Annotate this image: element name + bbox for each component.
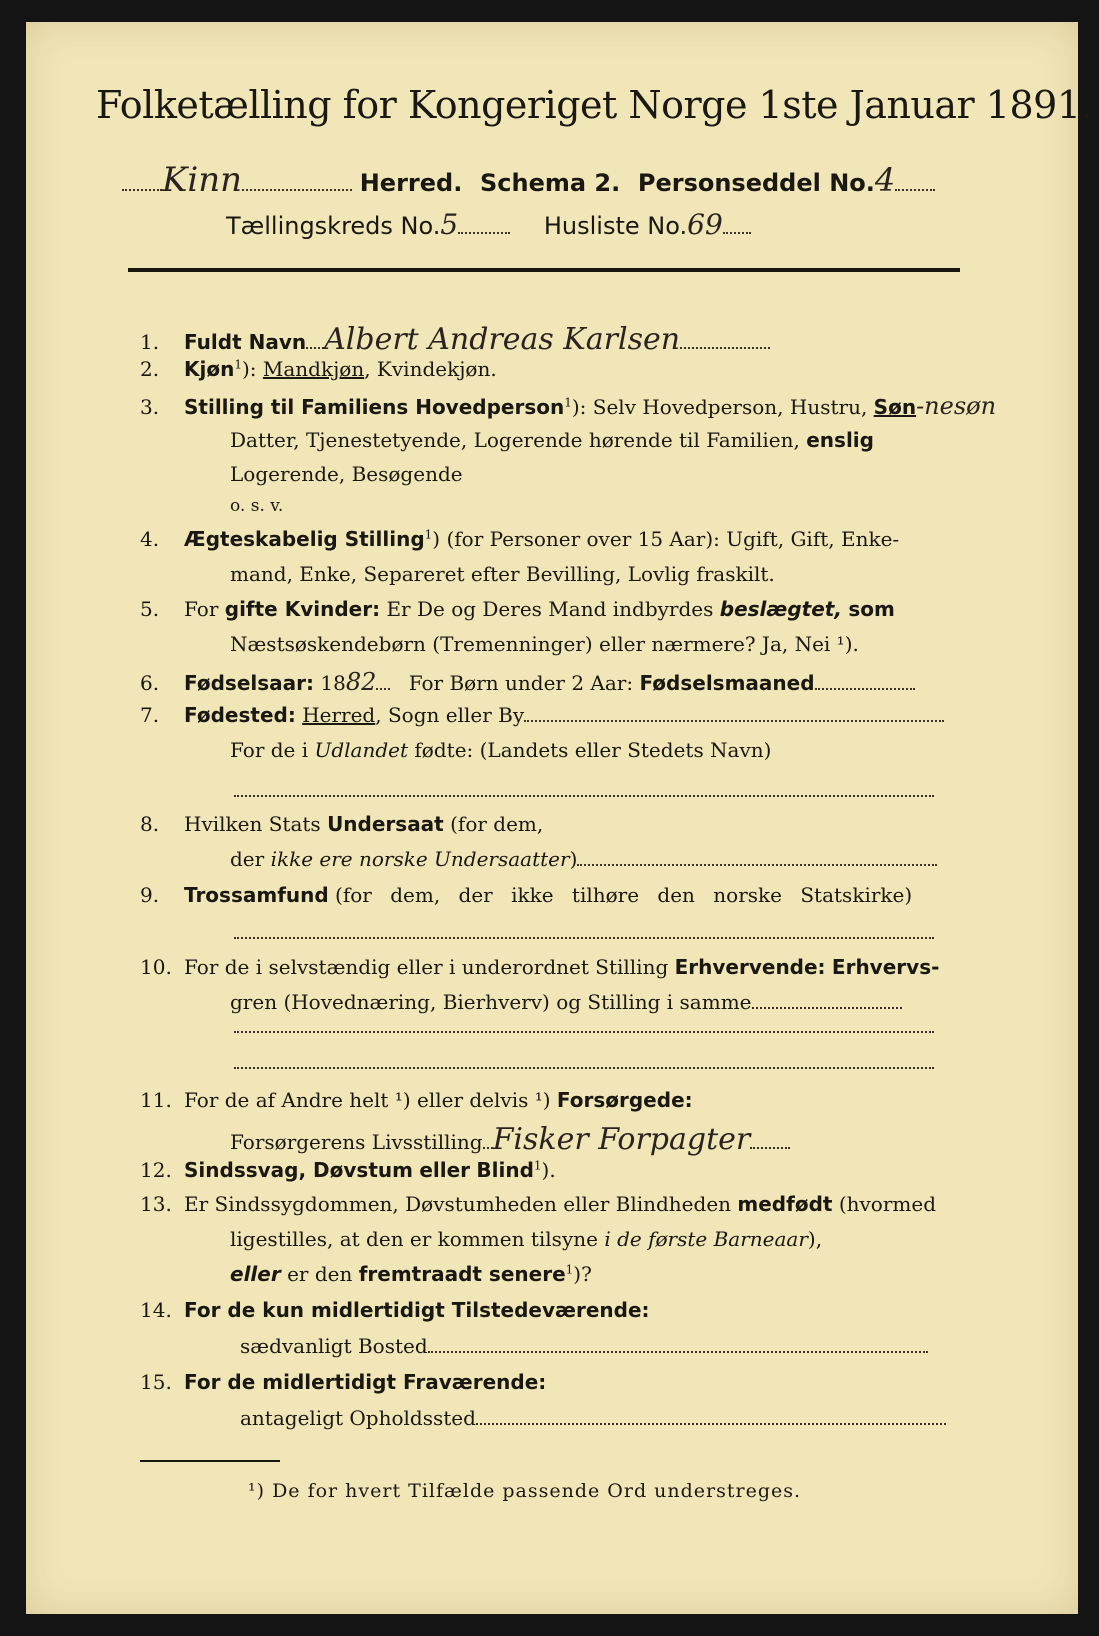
question-9 — [140, 883, 912, 907]
kreds-value: 5 — [440, 208, 459, 241]
q7-opt1: Herred — [302, 703, 376, 727]
q3-text2b: enslig — [806, 428, 874, 452]
question-14 — [140, 1298, 650, 1322]
q7-label: Fødested: — [184, 703, 296, 727]
q5-text1b: som — [848, 597, 895, 621]
q14-text: sædvanligt Bosted — [240, 1334, 428, 1358]
question-5 — [140, 597, 895, 621]
q13-text1: Er Sindssygdommen, Døvstumheden eller Blindheden — [184, 1192, 732, 1216]
q5-text2: Næstsøskendebørn (Tremenninger) eller nærmere? Ja, Nei ¹). — [230, 632, 859, 656]
q4-text1: ) (for Personer over 15 Aar): Ugift, Gift, Enke- — [432, 527, 900, 551]
q11-text2: Forsørgerens Livsstilling — [230, 1130, 483, 1154]
q2-option-male: Mandkjøn — [262, 357, 365, 381]
q1-label: Fuldt Navn — [184, 330, 307, 354]
q9-num: 9. — [140, 883, 160, 907]
q3-text1b: Søn — [873, 395, 917, 419]
q13-label3: fremtraadt senere — [358, 1262, 566, 1286]
q11-value: Fisker Forpagter — [492, 1122, 751, 1157]
question-2 — [140, 357, 497, 381]
q3-text4: o. s. v. — [230, 496, 284, 516]
q6-num: 6. — [140, 671, 160, 695]
question-3: 3. Stilling til Familiens Hovedperson$^1$): Selv Hovedperson, Hustru, Søn-nesøn — [140, 392, 997, 420]
q13-text1b: (hvormed — [838, 1192, 936, 1216]
q13-num: 13. — [140, 1192, 172, 1216]
q4-label: Ægteskabelig Stilling — [184, 527, 425, 551]
footnote-rule — [140, 1460, 280, 1462]
question-11 — [140, 1088, 693, 1112]
question-14-line2 — [240, 1334, 928, 1358]
header-rule — [128, 268, 960, 272]
q13-text3a: er den — [287, 1262, 353, 1286]
q6-prefix: 18 — [320, 671, 346, 695]
q7-num: 7. — [140, 703, 160, 727]
q6-label: Fødselsaar: — [184, 671, 314, 695]
q3-label: Stilling til Familiens Hovedperson — [184, 395, 565, 419]
q12-num: 12. — [140, 1158, 172, 1182]
herred-value: Kinn — [162, 160, 243, 200]
q5-text1: Er De og Deres Mand indbyrdes — [386, 597, 714, 621]
q3-hand: -nesøn — [916, 392, 997, 420]
q6-text: For Børn under 2 Aar: — [408, 671, 634, 695]
q10-label2: Erhvervs- — [831, 955, 940, 979]
husliste-value: 69 — [687, 208, 723, 241]
q12-label: Sindssvag, Døvstum — [184, 1158, 413, 1182]
q12-end: ). — [541, 1158, 556, 1182]
question-7-line2 — [230, 738, 771, 762]
kreds-label: Tællingskreds No. — [226, 212, 441, 240]
question-4: 4. Ægteskabelig Stilling$^1$) (for Personer over 15 Aar): Ugift, Gift, Enke- — [140, 527, 900, 551]
q3-num: 3. — [140, 395, 160, 419]
personseddel-value: 4 — [874, 161, 896, 199]
q3-text2: Datter, Tjenestetyende, Logerende hørende til Familien, — [230, 428, 800, 452]
q15-num: 15. — [140, 1370, 172, 1394]
q1-value: Albert Andreas Karlsen — [324, 322, 681, 357]
q8-text1b: (for dem, — [450, 812, 544, 836]
q13-label: medfødt — [737, 1192, 833, 1216]
q8-ital: ikke ere norske Undersaatter — [270, 847, 570, 871]
question-1 — [140, 322, 770, 357]
question-15-line2 — [240, 1406, 946, 1430]
question-6 — [140, 668, 915, 696]
q13-ital: i de første Barneaar — [604, 1227, 808, 1251]
q7-text2b: fødte: (Landets eller Stedets Navn) — [414, 738, 772, 762]
question-10 — [140, 955, 939, 979]
question-13-line3: eller er den fremtraadt senere$^1$)? — [230, 1262, 592, 1286]
q8-text1a: Hvilken Stats — [184, 812, 321, 836]
q14-num: 14. — [140, 1298, 172, 1322]
q10-label: Erhvervende: — [674, 955, 826, 979]
kreds-line — [226, 208, 751, 241]
q10-blank-line-1 — [234, 1030, 934, 1033]
q2-sup: 1 — [234, 357, 242, 372]
q5-label: gifte Kvinder: — [224, 597, 381, 621]
q14-label: For de kun midlertidigt Tilstedeværende: — [184, 1298, 650, 1322]
q6-label2: Fødselsmaaned — [639, 671, 815, 695]
question-13-line2 — [230, 1227, 822, 1251]
q10-num: 10. — [140, 955, 172, 979]
q4-text2: mand, Enke, Separeret efter Bevilling, Lovlig fraskilt. — [230, 562, 775, 586]
question-13 — [140, 1192, 936, 1216]
q7-text1: , Sogn eller By — [375, 703, 525, 727]
q5-num: 5. — [140, 597, 160, 621]
q7-text2a: For de i — [230, 738, 309, 762]
q11-text1: For de af Andre helt ¹) eller delvis ¹) — [184, 1088, 551, 1112]
question-3-line2 — [230, 428, 874, 452]
q8-label: Undersaat — [327, 812, 444, 836]
q6-value: 82 — [345, 668, 377, 696]
q13-ital2: eller — [230, 1262, 281, 1286]
schema-label: Schema 2. — [479, 169, 621, 197]
q9-label: Trossamfund — [184, 883, 329, 907]
q3-text1: ): Selv Hovedperson, Hustru, — [571, 395, 868, 419]
question-8 — [140, 812, 543, 836]
herred-label: Herred. — [359, 169, 463, 197]
q2-rest-b: , Kvindekjøn. — [364, 357, 497, 381]
q15-text: antageligt Opholdssted — [240, 1406, 476, 1430]
q1-num: 1. — [140, 330, 160, 354]
q10-text1: For de i selvstændig eller i underordnet Stilling — [184, 955, 669, 979]
q8-text2b: ) — [569, 847, 578, 871]
q13-text2b: ), — [807, 1227, 823, 1251]
footnote: ¹) De for hvert Tilfælde passende Ord understreges. — [248, 1480, 802, 1502]
q12-mid: eller — [419, 1158, 471, 1182]
q9-text: (for dem, der ikke tilhøre den norske Statskirke) — [335, 883, 913, 907]
question-11-line2 — [230, 1122, 790, 1157]
q10-text2: gren (Hovednæring, Bierhverv) og Stilling i samme — [230, 990, 752, 1014]
q11-label: Forsørgede: — [556, 1088, 693, 1112]
question-8-line2 — [230, 847, 937, 871]
q8-text2a: der — [230, 847, 265, 871]
question-12: 12. Sindssvag, Døvstum eller Blind$^1$). — [140, 1158, 556, 1182]
q4-num: 4. — [140, 527, 160, 551]
q13-text2a: ligestilles, at den er kommen tilsyne — [230, 1227, 598, 1251]
q3-text3: Logerende, Besøgende — [230, 462, 463, 486]
herred-line — [122, 160, 935, 200]
q11-num: 11. — [140, 1088, 172, 1112]
personseddel-label: Personseddel No. — [637, 169, 875, 197]
q15-label: For de midlertidigt Fraværende: — [184, 1370, 547, 1394]
q8-num: 8. — [140, 812, 160, 836]
q2-rest-a: ): — [241, 357, 257, 381]
q10-blank-line-2 — [234, 1066, 934, 1069]
form-title: Folketælling for Kongeriget Norge 1ste Januar 1891. — [96, 83, 1093, 127]
husliste-label: Husliste No. — [543, 212, 688, 240]
q5-pre: For — [184, 597, 219, 621]
q7-ital: Udlandet — [314, 738, 409, 762]
q9-blank-line — [234, 936, 934, 939]
q13-text3b: )? — [573, 1262, 592, 1286]
q7-blank-line — [234, 794, 934, 797]
q12-label2: Blind — [476, 1158, 534, 1182]
q2-num: 2. — [140, 357, 160, 381]
q2-label: Kjøn — [184, 357, 235, 381]
question-15 — [140, 1370, 546, 1394]
question-7 — [140, 703, 944, 727]
question-10-line2 — [230, 990, 902, 1014]
q5-ital: beslægtet, — [719, 597, 842, 621]
